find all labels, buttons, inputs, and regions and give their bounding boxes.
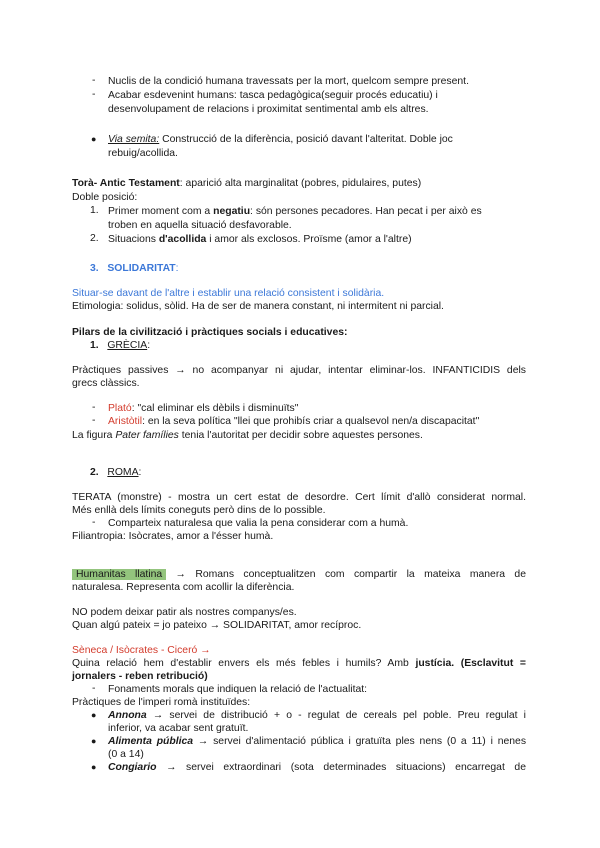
text-line: La figura Pater famílies tenia l'autoritat per decidir sobre aquestes persones. <box>72 430 423 441</box>
text-line: Més enllà dels límits coneguts però dins de lo possible. <box>72 505 326 516</box>
via-semita-label: Via semita: <box>108 134 160 145</box>
dash-marker: - <box>92 517 96 528</box>
dash-marker: - <box>92 415 96 426</box>
text-line: Filiantropia: Isòcrates, amor a l'ésser humà. <box>72 531 274 542</box>
text-line: Plató: "cal eliminar els dèbils i disminuïts" <box>108 403 299 414</box>
text-line: Acabar esdevenint humans: tasca pedagògica(seguir procés educatiu) i <box>108 90 438 101</box>
text-line: Etimologia: solidus, sòlid. Ha de ser de manera constant, ni intermitent ni parcial. <box>72 301 444 312</box>
text-line: (0 a 14) <box>108 749 144 760</box>
text-line: Situacions d'acollida i amor als exclosos. Proïsme (amor a l'altre) <box>108 234 412 245</box>
text-line: Aristòtil: en la seva política "llei que prohibís criar a qualsevol nen/a discapacitat" <box>108 416 480 427</box>
text-line: Annona → servei de distribució + o - regulat de cereals pel poble. Preu regulat i <box>108 710 526 721</box>
dash-marker: - <box>92 683 96 694</box>
text-line: jornalers - reben retribució) <box>72 671 208 682</box>
highlight: Humanitas llatina <box>72 569 166 580</box>
text-line: Alimenta pública → servei d'alimentació pública i gratuïta ples nens (0 a 11) i nenes <box>108 736 527 747</box>
section-heading: 3. SOLIDARITAT: <box>90 263 179 274</box>
text-line: NO podem deixar patir als nostres companys/es. <box>72 607 297 618</box>
dash-marker: - <box>92 89 96 100</box>
text-line: inferior, va acabar sent gratuït. <box>108 723 249 734</box>
text-line: Torà- Antic Testament: aparició alta marginalitat (pobres, pidulaires, putes) <box>72 178 422 189</box>
text-line: naturalesa. Representa com acollir la diferència. <box>72 582 295 593</box>
text-line: Pràctiques de l'imperi romà instituïdes: <box>72 697 251 708</box>
text-line: Congiario → servei extraordinari (sota determinades situacions) encarregat de <box>108 762 526 773</box>
list-number: 2. <box>90 233 99 244</box>
dash-marker: - <box>92 75 96 86</box>
text-line: TERATA (monstre) - mostra un cert estat de desordre. Cert límit d'allò considerat normal. <box>72 492 526 503</box>
text-line: Quan algú pateix = jo pateixo → SOLIDARITAT, amor recíproc. <box>72 620 362 631</box>
text-line: Primer moment com a negatiu: són persones pecadores. Han pecat i per això es <box>108 206 482 217</box>
subsection-heading: 2. ROMA: <box>90 467 142 478</box>
bullet-marker: ● <box>91 762 97 772</box>
text-line: Quina relació hem d'establir envers els més febles i humils? Amb justícia. (Esclavitut = <box>72 658 526 669</box>
text-line: Nuclis de la condició humana travessats per la mort, quelcom sempre present. <box>108 76 469 87</box>
text-line: troben en aquella situació desfavorable. <box>108 220 292 231</box>
text-line: rebuig/acollida. <box>108 148 178 159</box>
text-line: Pràctiques passives → no acompanyar ni ajudar, intentar eliminar-los. INFANTICIDIS dels <box>72 365 526 376</box>
text-line: Situar-se davant de l'altre i establir una relació consistent i solidària. <box>72 288 385 299</box>
subsection-heading: 1. GRÈCIA: <box>90 340 151 351</box>
bullet-marker: ● <box>91 134 97 144</box>
dash-marker: - <box>92 402 96 413</box>
text-line: desenvolupament de relacions i proximitat sentimental amb els altres. <box>108 104 429 115</box>
text-line: Via semita: Construcció de la diferència, posició davant l'alteritat. Doble joc <box>108 134 453 145</box>
section-heading: Pilars de la civilització i pràctiques socials i educatives: <box>72 327 348 338</box>
text-line: Fonaments morals que indiquen la relació de l'actualitat: <box>108 684 368 695</box>
list-number: 1. <box>90 205 99 216</box>
bullet-marker: ● <box>91 736 97 746</box>
text-line: Sèneca / Isòcrates - Ciceró → <box>72 645 211 656</box>
text-line: Comparteix naturalesa que valia la pena considerar com a humà. <box>108 518 409 529</box>
bullet-marker: ● <box>91 710 97 720</box>
text-line: Humanitas llatina → Romans conceptualitzen com compartir la mateixa manera de <box>72 568 526 581</box>
text-line: grecs clàssics. <box>72 378 140 389</box>
text-line: Doble posició: <box>72 192 138 203</box>
